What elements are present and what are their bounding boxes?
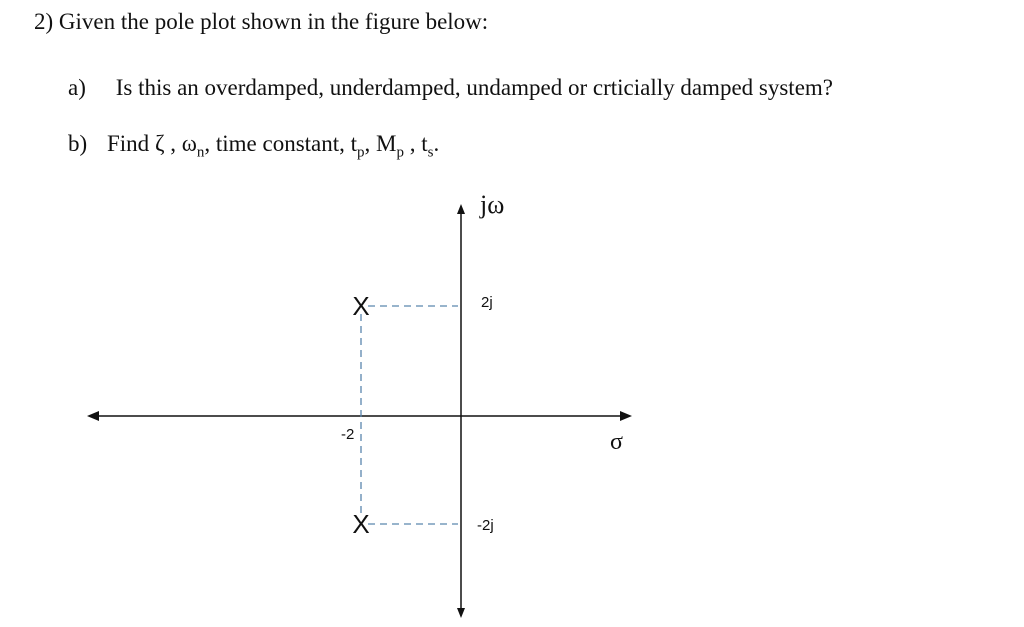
real-axis-left-arrow xyxy=(87,411,99,421)
part-b-sep2: , time constant, xyxy=(204,131,351,156)
part-a-text: Is this an overdamped, underdamped, undamped or crticially damped system? xyxy=(115,75,834,100)
real-axis-right-arrow xyxy=(620,411,632,421)
part-b-end: . xyxy=(433,131,440,156)
part-b-label: b) xyxy=(68,131,88,156)
part-b-sep3: , xyxy=(364,131,377,156)
pole-lower: X xyxy=(352,509,370,539)
overshoot-subscript: p xyxy=(396,144,404,161)
part-a-label: a) xyxy=(68,75,86,100)
part-b-sep4: , xyxy=(403,131,422,156)
omega-subscript: n xyxy=(196,144,205,161)
question-number: 2) xyxy=(34,9,54,34)
zeta-symbol: ζ xyxy=(154,131,165,156)
omega-symbol: ω xyxy=(181,131,197,156)
settling-time-symbol: t xyxy=(421,131,428,156)
peak-time-symbol: t xyxy=(350,131,358,156)
settling-time-subscript: s xyxy=(427,144,434,161)
question-text: Given the pole plot shown in the figure below: xyxy=(58,9,489,34)
tick-label-neg2: -2 xyxy=(341,426,355,443)
part-b-prefix: Find xyxy=(107,131,155,156)
part-b-sep1: , xyxy=(164,131,182,156)
imag-axis-down-arrow xyxy=(457,608,465,618)
pole-upper: X xyxy=(352,291,370,321)
imag-axis-up-arrow xyxy=(457,204,465,214)
tick-label-2j: 2j xyxy=(481,294,493,311)
tick-label-neg2j: -2j xyxy=(477,517,494,534)
real-axis-label: σ xyxy=(610,429,623,455)
overshoot-symbol: M xyxy=(376,131,397,156)
imag-axis-label: jω xyxy=(480,190,505,219)
peak-time-subscript: p xyxy=(357,144,365,161)
